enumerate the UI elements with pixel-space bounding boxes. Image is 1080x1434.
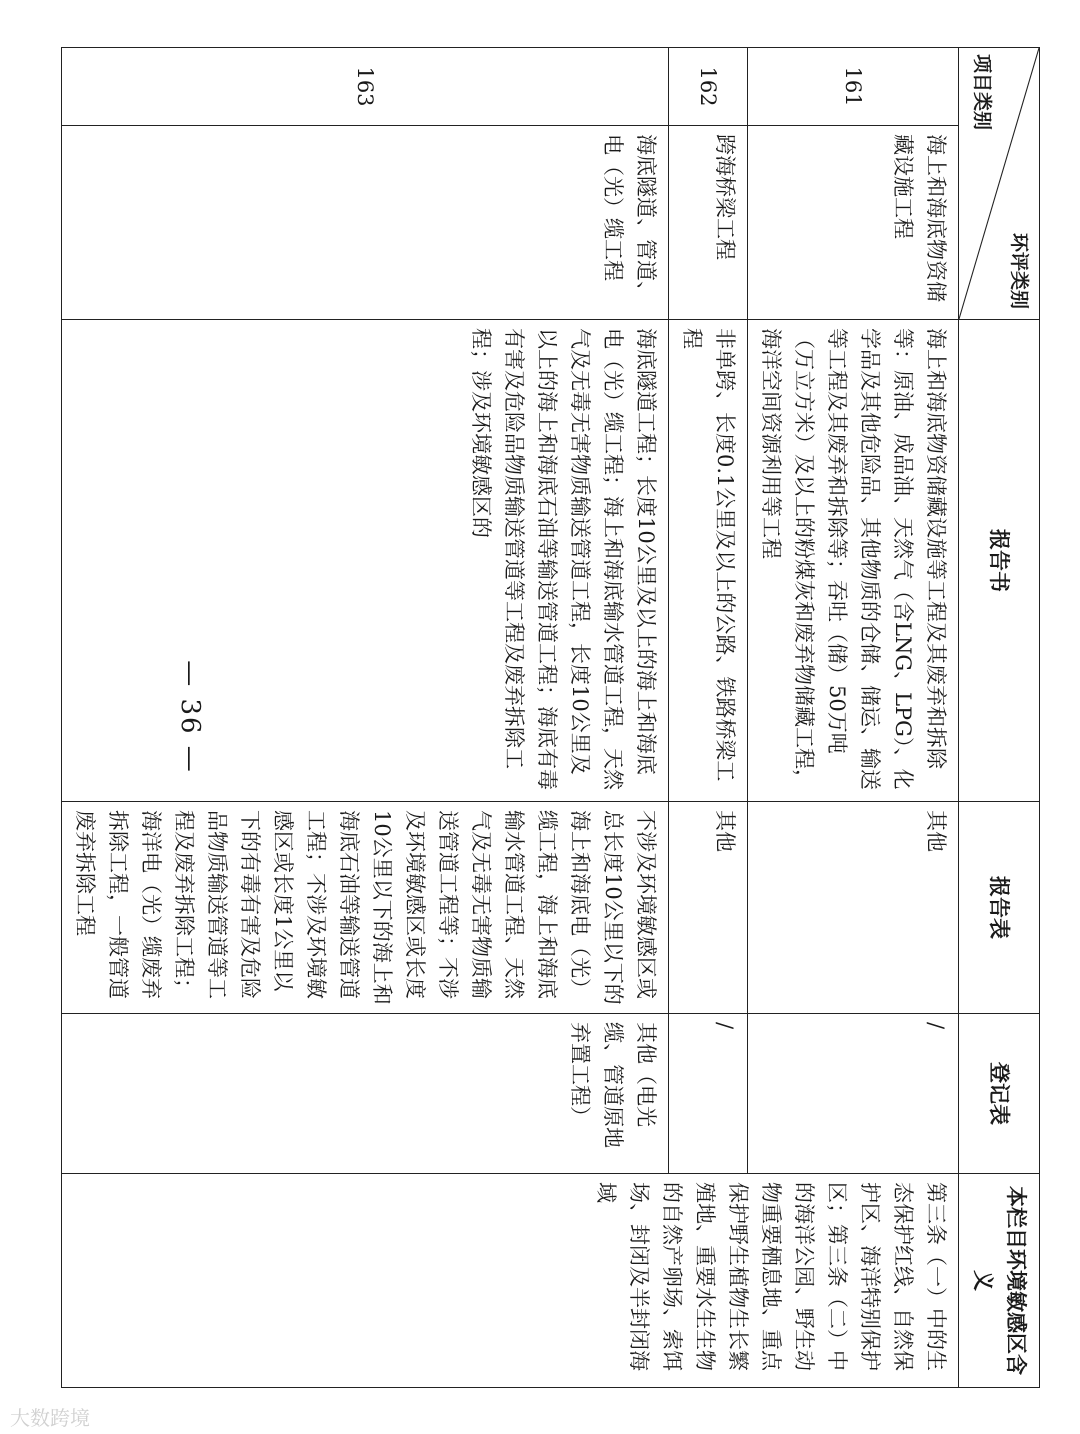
row-sensitive-area: 第三条（一）中的生态保护红线、自然保护区、海洋特别保护区；第三条（二）中的海洋公园、野生动物重要栖息地、重点保护野生植物生长繁殖地、重要水生生物的自然产卵场、索饵场、封闭及半封闭海域: [62, 1174, 959, 1388]
header-sensitive-area: 本栏目环境敏感区含义: [959, 1174, 1040, 1388]
page-number: — 36 —: [175, 660, 205, 774]
row-registration: /: [748, 1014, 959, 1174]
table-row: [748, 48, 959, 1388]
row-report-form: 其他: [748, 802, 959, 1014]
header-report-form: 报告表: [959, 802, 1040, 1014]
row-report-form: 不涉及环境敏感区或总长度10公里以下的海上和海底电（光）缆工程，海上和海底输水管道工程、天然气及无毒无害物质输送管道工程等；不涉及环境敏感区或长度10公里以下的海上和海底石油等输送管道工程；不涉及环境敏感区或长度1公里以下的有毒有害及危险品物质输送管道等工程及废弃拆除工程；海洋电（光）缆废弃拆除工程，一般管道废弃拆除工程: [62, 802, 669, 1014]
watermark: 大数跨境: [10, 1406, 90, 1430]
row-number: 162: [669, 48, 748, 126]
rotated-page: [40, 47, 1040, 1387]
corner-top-label: 环评类别: [1008, 232, 1030, 309]
table-header-row: [959, 48, 1040, 1388]
row-category: 跨海桥梁工程: [669, 126, 748, 320]
eia-category-table: [61, 47, 1040, 1388]
row-report-book: 非单跨、长度0.1公里及以上的公路、铁路桥梁工程: [669, 320, 748, 802]
corner-header-cell: [959, 48, 1040, 320]
row-report-book: 海底隧道工程；长度10公里及以上的海上和海底电（光）缆工程；海上和海底输水管道工程，天然气及无毒无害物质输送管道工程，长度10公里及以上的海上和海底石油等输送管道工程；海底有毒有害及危险品物质输送管道等工程及废弃拆除工程；涉及环境敏感区的: [62, 320, 669, 802]
row-category: 海上和海底物资储藏设施工程: [748, 126, 959, 320]
row-number: 163: [62, 48, 669, 126]
header-report-book: 报告书: [959, 320, 1040, 802]
row-registration: 其他（电光缆、管道原地弃置工程）: [62, 1014, 669, 1174]
header-registration: 登记表: [959, 1014, 1040, 1174]
row-number: 161: [748, 48, 959, 126]
row-registration: /: [669, 1014, 748, 1174]
row-report-form: 其他: [669, 802, 748, 1014]
corner-bottom-label: 项目类别: [971, 54, 993, 131]
row-report-book: 海上和海底物资储藏设施等工程及其废弃和拆除等：原油、成品油、天然气（含LNG、LPG）、化学品及其他危险品、其他物质的仓储、储运、输送等工程及其废弃和拆除等；吞吐（储）50万吨（万立方米）及以上的粉煤灰和废弃物储藏工程，海洋空间资源利用等工程: [748, 320, 959, 802]
row-category: 海底隧道、管道、电（光）缆工程: [62, 126, 669, 320]
